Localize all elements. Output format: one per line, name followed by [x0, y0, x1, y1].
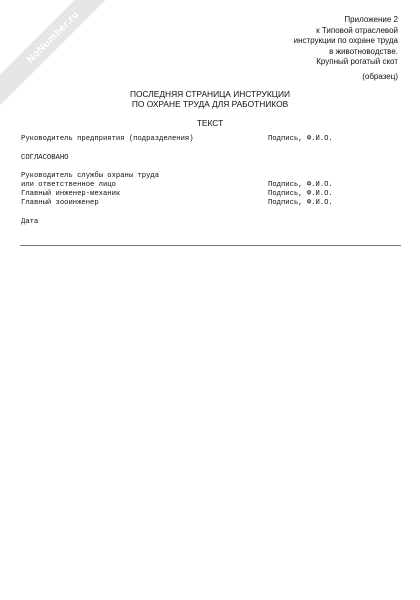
sample-label: (образец) [362, 72, 398, 81]
appendix-note [228, 15, 398, 68]
appendix-line-2: к Типовой отраслевой [316, 25, 398, 35]
bottom-divider [20, 245, 401, 246]
safety-role-line-1: Руководитель службы охраны труда [21, 172, 160, 180]
zoo-engineer-signature: Подпись, Ф.И.О. [268, 199, 333, 207]
text-heading: ТЕКСТ [196, 118, 224, 128]
zoo-engineer-role: Главный зооинженер [21, 199, 99, 207]
engineer-role: Главный инженер-механик [21, 190, 121, 198]
title-line-2: ПО ОХРАНЕ ТРУДА ДЛЯ РАБОТНИКОВ [131, 99, 289, 109]
safety-role-line-2: или ответственное лицо [21, 181, 116, 189]
agreed-label: СОГЛАСОВАНО [21, 154, 69, 162]
head-signature: Подпись, Ф.И.О. [268, 135, 333, 143]
title-line-1: ПОСЛЕДНЯЯ СТРАНИЦА ИНСТРУКЦИИ [130, 89, 290, 99]
engineer-signature: Подпись, Ф.И.О. [268, 190, 333, 198]
appendix-line-3: инструкции по охране труда [293, 36, 398, 46]
watermark-text: NoNumber.ru [24, 8, 82, 66]
appendix-line-4: в животноводстве. [329, 46, 398, 56]
safety-signature: Подпись, Ф.И.О. [268, 181, 333, 189]
appendix-line-5: Крупный рогатый скот [316, 57, 398, 67]
appendix-line-1: Приложение 2 [344, 15, 398, 24]
head-role: Руководитель предприятия (подразделения) [21, 135, 194, 143]
document-title [0, 89, 420, 109]
date-label: Дата [21, 218, 39, 226]
